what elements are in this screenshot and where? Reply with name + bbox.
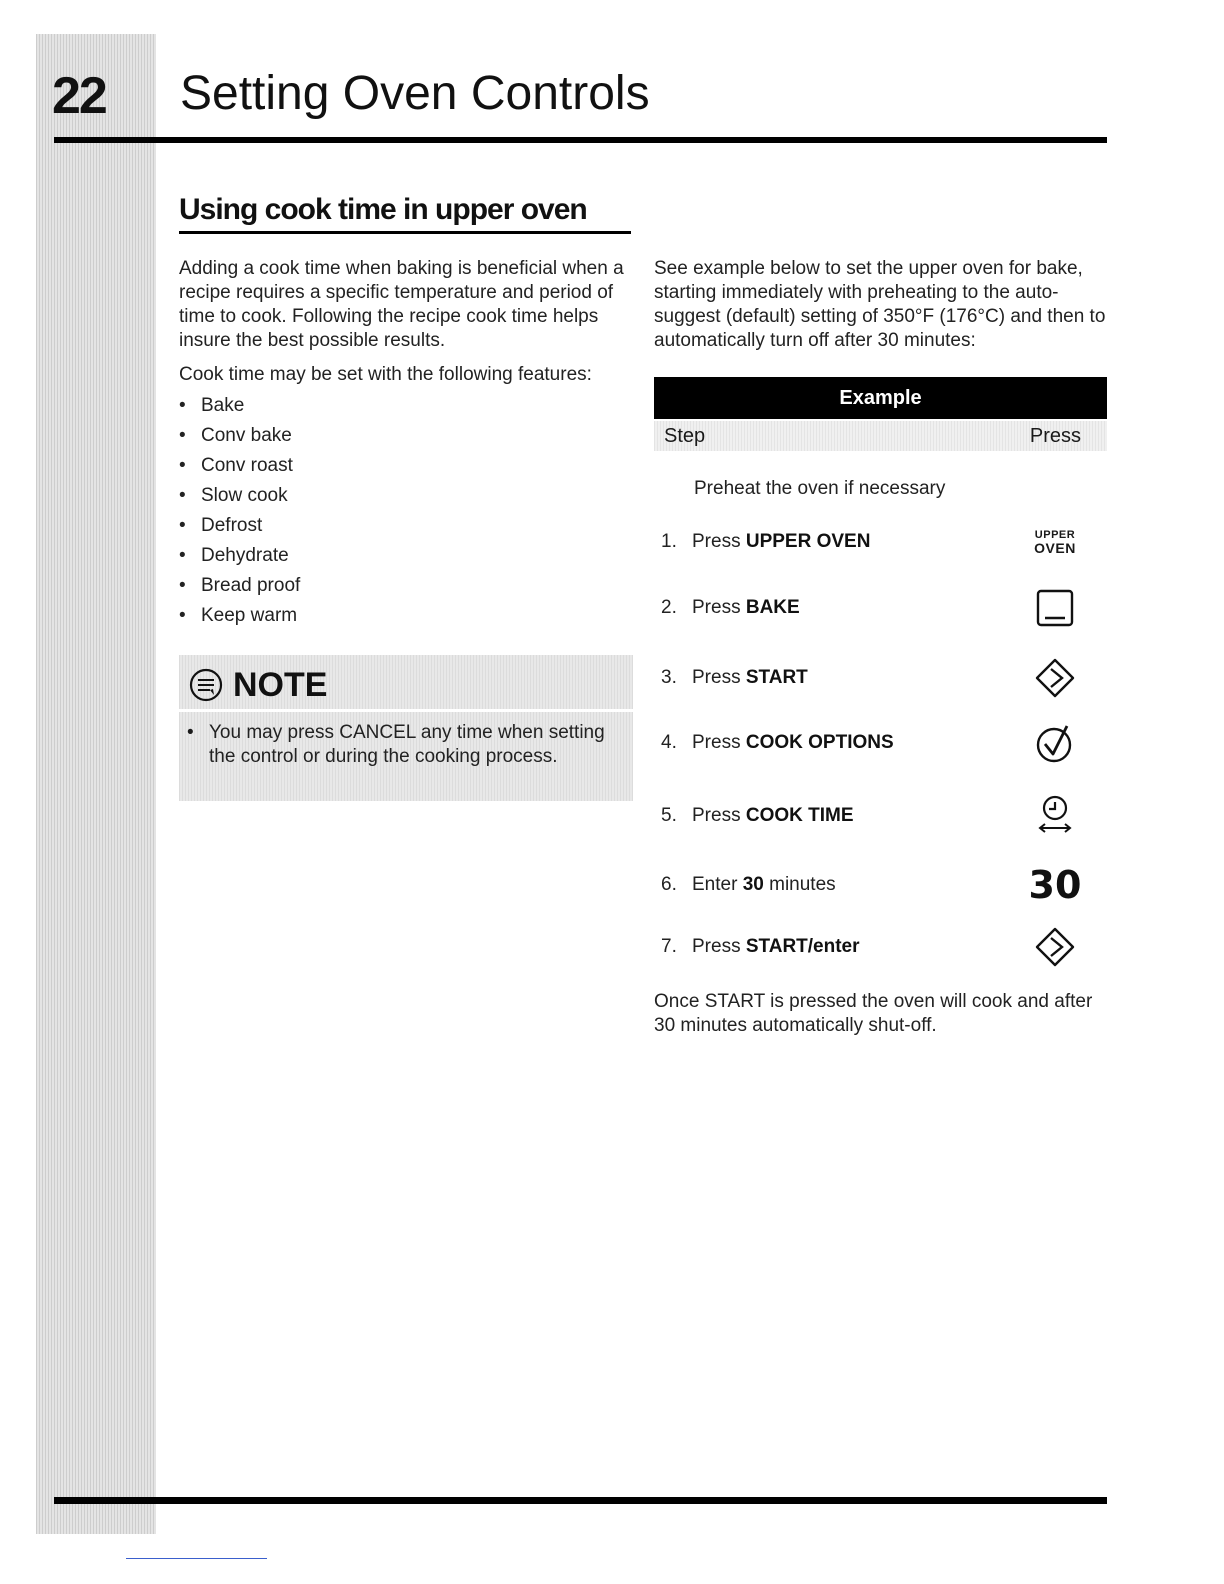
step-number: 1. [661, 531, 677, 552]
page-title: Setting Oven Controls [180, 67, 650, 120]
step-number: 6. [661, 874, 677, 895]
left-column [179, 257, 639, 631]
step-text: Press UPPER OVEN [692, 531, 871, 552]
note-label: NOTE [233, 665, 328, 704]
cook-time-icon [1035, 794, 1075, 838]
bake-button[interactable] [1025, 586, 1085, 630]
step-number: 4. [661, 732, 677, 753]
example-header [654, 421, 1107, 451]
list-item: • Conv bake [179, 421, 639, 451]
step-row [661, 863, 1101, 907]
step-text: Press START [692, 667, 808, 688]
list-item: • Keep warm [179, 601, 639, 631]
list-item: • Conv roast [179, 451, 639, 481]
footer-rule [54, 1497, 1107, 1504]
step-text: Press COOK TIME [692, 805, 854, 826]
note-bullet: • [187, 722, 194, 743]
start-icon [1034, 657, 1076, 699]
step-number: 3. [661, 667, 677, 688]
example-title: Example [654, 377, 1107, 419]
step-text: Press BAKE [692, 597, 800, 618]
outro-text: Once START is pressed the oven will cook and after 30 minutes automatically shut-off. [654, 991, 1093, 1036]
list-item: • Dehydrate [179, 541, 639, 571]
step-number: 2. [661, 597, 677, 618]
features-lead: Cook time may be set with the following features: [179, 364, 592, 385]
step-row [661, 656, 1101, 700]
column-press: Press [1029, 425, 1081, 447]
header-rule [54, 137, 1107, 143]
number-30: 30 [1028, 863, 1082, 907]
note-divider [179, 709, 633, 712]
note-box [179, 655, 633, 801]
upper-oven-label: UPPER OVEN [1034, 528, 1076, 556]
start-enter-button[interactable] [1025, 925, 1085, 969]
step-row [661, 721, 1101, 765]
features-list [179, 391, 639, 631]
step-number: 7. [661, 936, 677, 957]
step-row [661, 520, 1101, 564]
cook-time-button[interactable] [1025, 794, 1085, 838]
note-icon [189, 668, 223, 702]
list-item: • Bread proof [179, 571, 639, 601]
preheat-text: Preheat the oven if necessary [694, 478, 946, 499]
cook-options-button[interactable] [1025, 721, 1085, 765]
step-text: Enter 30 minutes [692, 874, 836, 895]
example-intro: See example below to set the upper oven for bake, starting immediately with preheating to the auto-suggest (default) setting of 350°F (176°C) and then to automatically turn off after 30 minutes: [654, 258, 1106, 351]
section-title: Using cook time in upper oven [179, 193, 631, 234]
list-item: • Bake [179, 391, 639, 421]
step-row [661, 925, 1101, 969]
page-number: 22 [52, 67, 106, 125]
step-text: Press COOK OPTIONS [692, 732, 894, 753]
step-row [661, 586, 1101, 630]
note-header [189, 663, 327, 707]
step-row [661, 794, 1101, 838]
column-step: Step [664, 425, 706, 447]
intro-paragraph: Adding a cook time when baking is beneficial when a recipe requires a specific temperature and period of time to cook. Following the recipe cook time helps insure the best possible results. [179, 258, 624, 351]
side-strip [36, 34, 156, 1534]
bake-icon [1036, 589, 1074, 627]
list-item: • Slow cook [179, 481, 639, 511]
right-column [654, 257, 1109, 353]
step-text: Press START/enter [692, 936, 860, 957]
start-button[interactable] [1025, 656, 1085, 700]
list-item: • Defrost [179, 511, 639, 541]
note-text: You may press CANCEL any time when setting the control or during the cooking process. [209, 722, 605, 767]
upper-oven-button[interactable] [1025, 520, 1085, 564]
start-icon [1034, 926, 1076, 968]
cook-options-icon [1034, 722, 1076, 764]
step-number: 5. [661, 805, 677, 826]
number-30-keys[interactable] [1025, 863, 1085, 907]
footer-link-line [126, 1558, 267, 1559]
